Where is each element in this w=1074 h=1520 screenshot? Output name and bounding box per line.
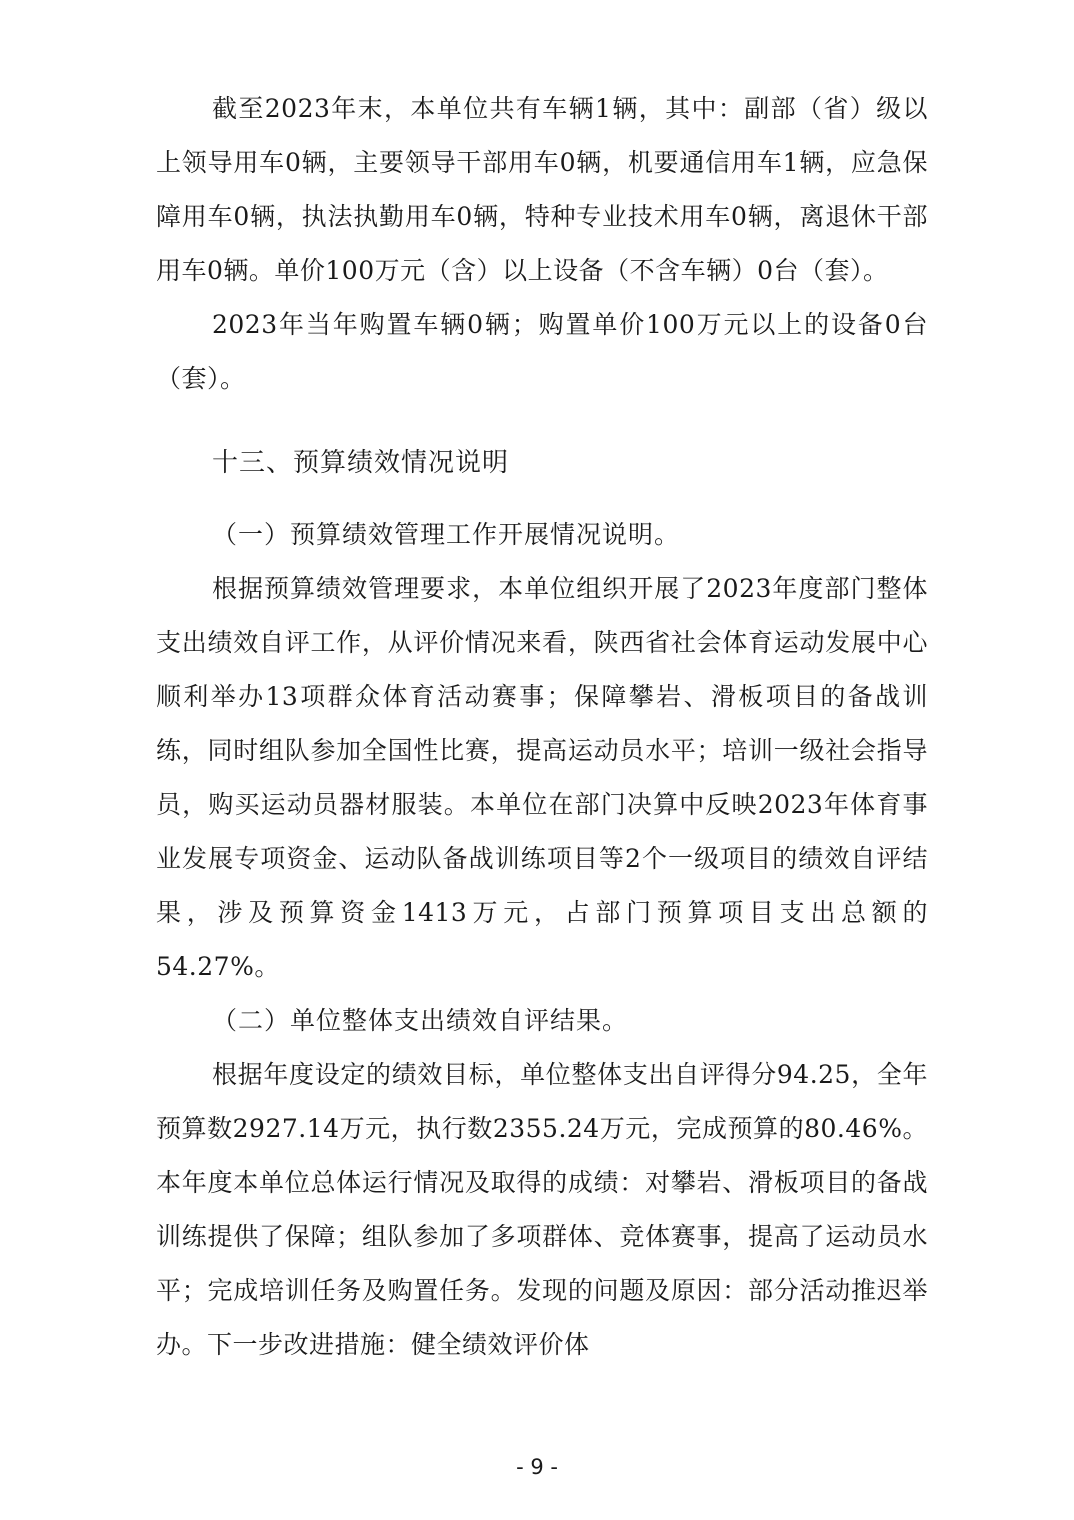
- page-number: - 9 -: [516, 1455, 558, 1479]
- paragraph-self-evaluation: 根据年度设定的绩效目标，单位整体支出自评得分94.25，全年预算数2927.14万元，执行数2355.24万元，完成预算的80.46%。本年度本单位总体运行情况及取得的成绩：对攀岩、滑板项目的备战训练提供了保障；组队参加了多项群体、竞体赛事，提高了运动员水平；完成培训任务及购置任务。发现的问题及原因：部分活动推迟举办。下一步改进措施：健全绩效评价体: [156, 1060, 928, 1359]
- section-heading: 十三、预算绩效情况说明: [212, 448, 510, 478]
- paragraph-performance-management: 根据预算绩效管理要求，本单位组织开展了2023年度部门整体支出绩效自评工作，从评价情况来看，陕西省社会体育运动发展中心顺利举办13项群众体育活动赛事；保障攀岩、滑板项目的备战训练，同时组队参加全国性比赛，提高运动员水平；培训一级社会指导员，购买运动员器材服装。本单位在部门决算中反映2023年体育事业发展专项资金、运动队备战训练项目等2个一级项目的绩效自评结果，涉及预算资金1413万元，占部门预算项目支出总额的54.27%。: [156, 574, 928, 981]
- subsection-heading-2: （二）单位整体支出绩效自评结果。: [212, 1006, 629, 1035]
- paragraph-vehicles: 截至2023年末，本单位共有车辆1辆，其中：副部（省）级以上领导用车0辆，主要领导干部用车0辆，机要通信用车1辆，应急保障用车0辆，执法执勤用车0辆，特种专业技术用车0辆，离退休干部用车0辆。单价100万元（含）以上设备（不含车辆）0台（套）。: [156, 94, 928, 285]
- paragraph-purchases: 2023年当年购置车辆0辆；购置单价100万元以上的设备0台（套）。: [156, 310, 928, 393]
- document-body: [156, 82, 928, 1372]
- subsection-heading-1: （一）预算绩效管理工作开展情况说明。: [212, 520, 681, 549]
